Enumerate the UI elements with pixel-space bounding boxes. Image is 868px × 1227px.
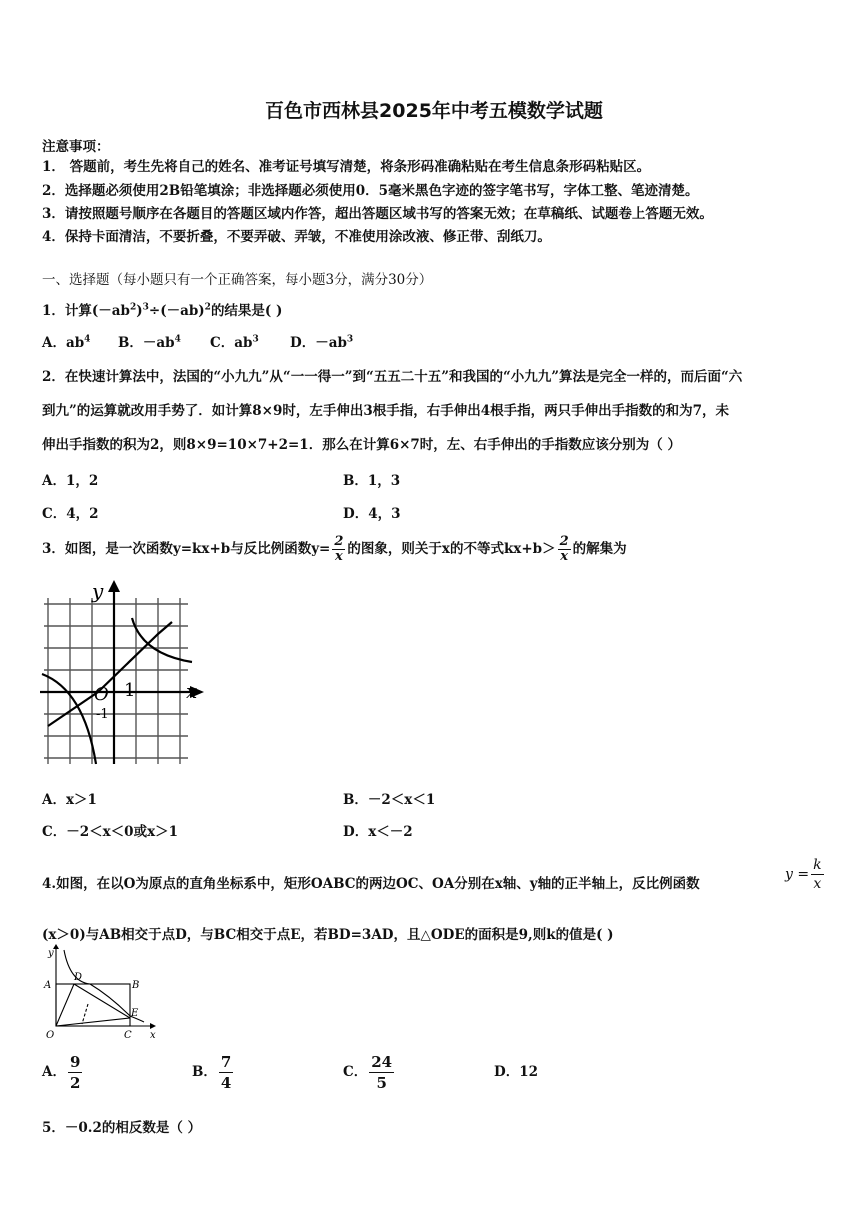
- figure-label-c: C: [124, 1030, 132, 1040]
- question-2-option-c[interactable]: C．4，2: [42, 506, 99, 522]
- figure-label-e: E: [131, 1008, 139, 1019]
- notice-item: 4．保持卡面清洁，不要折叠，不要弄破、弄皱，不准使用涂改液、修正带、刮纸刀。: [42, 229, 551, 245]
- question-4-line: (x＞0)与AB相交于点D，与BC相交于点E，若BD=3AD，且△ODE的面积是9,则k的值是( ): [42, 927, 614, 943]
- question-3-option-a[interactable]: A．x＞1: [42, 792, 97, 808]
- question-3-graph: [38, 578, 210, 770]
- graph-tick-neg-one: -1: [96, 707, 109, 722]
- notice-item: 3．请按照题号顺序在各题目的答题区域内作答，超出答题区域书写的答案无效；在草稿纸、试题卷上答题无效。: [42, 206, 713, 222]
- graph-tick-one: 1: [124, 680, 136, 701]
- figure-label-x: x: [150, 1030, 156, 1040]
- question-2-option-d[interactable]: D．4，3: [343, 506, 401, 522]
- question-3-stem: 3．如图，是一次函数y=kx+b与反比例函数y= $\frac{2}{x}$ 的图象，则关于x的不等式kx+b＞ $\frac{2}{x}$ 的解集为: [42, 534, 627, 564]
- question-4-option-b[interactable]: B． $\frac{7}{4}$: [192, 1053, 232, 1092]
- notice-heading: 注意事项：: [42, 139, 110, 155]
- figure-label-d: D: [74, 972, 83, 983]
- figure-label-y: y: [48, 948, 54, 959]
- page-title: 百色市西林县2025年中考五模数学试题: [265, 100, 603, 122]
- graph-y-label: y: [92, 579, 104, 603]
- question-4-figure: [40, 944, 160, 1040]
- y-axis-arrow-icon: [108, 580, 120, 592]
- graph-origin-label: O: [94, 684, 109, 705]
- figure-label-b: B: [132, 980, 140, 991]
- notice-item: 1． 答题前，考生先将自己的姓名、准考证号填写清楚，将条形码准确粘贴在考生信息条形码粘贴区。: [42, 159, 651, 175]
- question-5-stem: 5．－0.2的相反数是（ ）: [42, 1120, 202, 1136]
- question-4-option-c[interactable]: C． $\frac{24}{5}$: [343, 1053, 393, 1092]
- notice-item: 2．选择题必须使用2B铅笔填涂；非选择题必须使用0．5毫米黑色字迹的签字笔书写，字体工整、笔迹清楚。: [42, 183, 699, 199]
- y-axis-arrow-icon: [53, 944, 59, 949]
- question-2-line: 伸出手指数的积为2，则8×9=10×7+2=1．那么在计算6×7时，左、右手伸出的手指数应该分别为（ ）: [42, 437, 682, 453]
- section-heading: 一、选择题（每小题只有一个正确答案，每小题3分，满分30分）: [42, 272, 433, 288]
- question-1-option-c[interactable]: C．$ab^3$: [210, 334, 259, 351]
- x-axis-arrow-icon: [150, 1023, 156, 1029]
- fraction-2-over-x: $\frac{2}{x}$: [334, 534, 344, 564]
- question-4-option-a[interactable]: A． $\frac{9}{2}$: [42, 1053, 81, 1092]
- question-2-line: 2．在快速计算法中，法国的“小九九”从“一一得一”到“五五二十五”和我国的“小九九”算法是完全一样的，而后面“六: [42, 369, 743, 385]
- question-1-stem: 1．计算$(-ab^2)^3\div(-ab)^2$的结果是( ): [42, 302, 283, 319]
- question-1-option-b[interactable]: B．$-ab^4$: [118, 334, 181, 351]
- question-3-option-d[interactable]: D．x＜－2: [343, 824, 413, 840]
- question-4-line: 4.如图，在以O为原点的直角坐标系中，矩形OABC的两边OC、OA分别在x轴、y轴的正半轴上，反比例函数: [42, 876, 700, 892]
- question-3-option-b[interactable]: B．－2＜x＜1: [343, 792, 436, 808]
- figure-label-a: A: [44, 980, 52, 991]
- question-2-line: 到九”的运算就改用手势了．如计算8×9时，左手伸出3根手指，右手伸出4根手指，两只手伸出手指数的和为7，未: [42, 403, 730, 419]
- question-2-option-a[interactable]: A．1，2: [42, 473, 99, 489]
- question-1-option-a[interactable]: A．$ab^4$: [42, 334, 91, 351]
- fraction-2-over-x: $\frac{2}{x}$: [559, 534, 569, 564]
- question-2-option-b[interactable]: B．1，3: [343, 473, 401, 489]
- figure-label-o: O: [46, 1030, 55, 1040]
- question-1-option-d[interactable]: D．$-ab^3$: [290, 334, 354, 351]
- question-4-option-d[interactable]: D．12: [494, 1064, 538, 1080]
- question-3-option-c[interactable]: C．－2＜x＜0或x＞1: [42, 824, 179, 840]
- graph-x-label: x: [186, 679, 198, 703]
- question-4-formula: y = $\frac{k}{x}$: [785, 857, 822, 892]
